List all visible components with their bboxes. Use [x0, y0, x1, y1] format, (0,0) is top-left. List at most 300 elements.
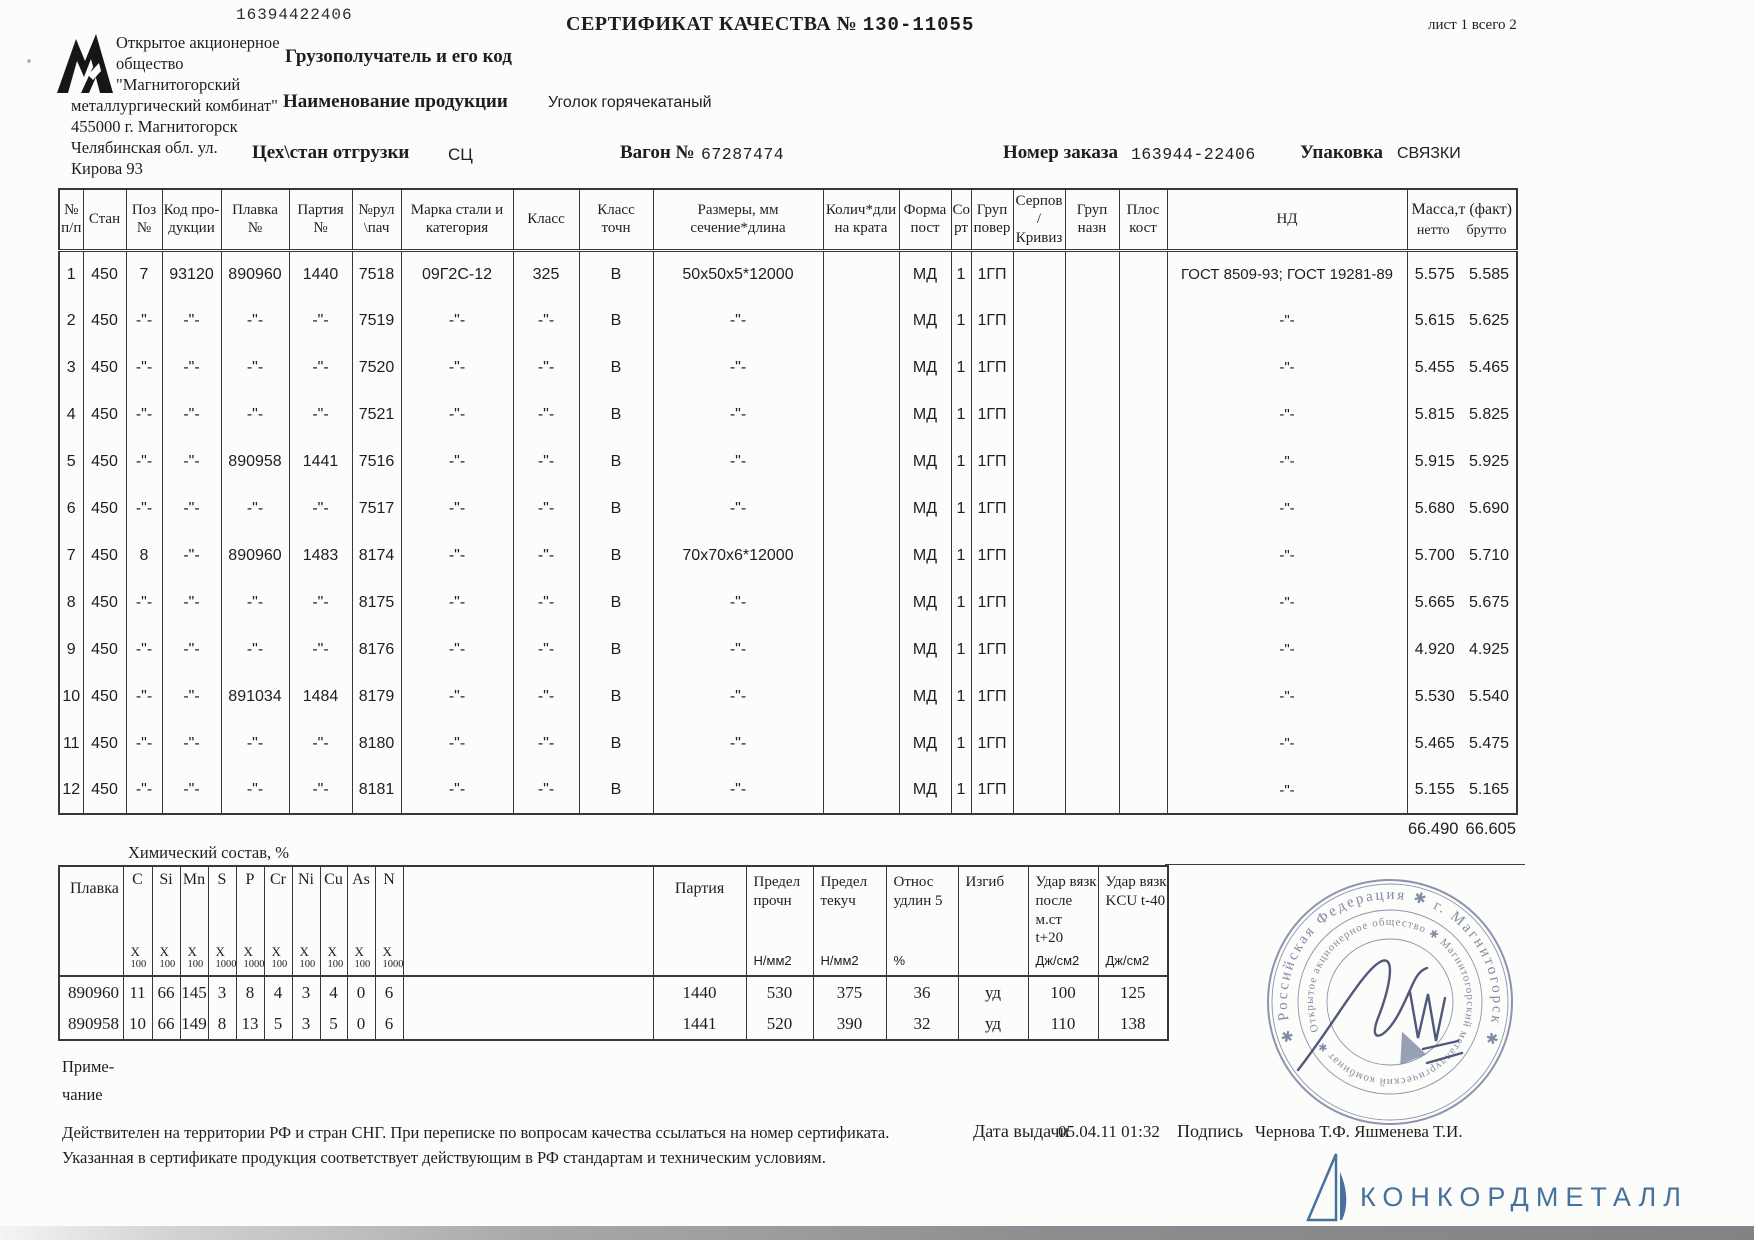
column-header: НД: [1167, 189, 1407, 250]
cell: 1ГП: [971, 344, 1013, 391]
cell: -"-: [126, 485, 162, 532]
cell: [823, 391, 899, 438]
cell: 5.925: [1462, 438, 1517, 485]
cell: -"-: [401, 438, 513, 485]
cell: -"-: [653, 297, 823, 344]
cell: [1065, 250, 1119, 297]
cell: 1: [951, 720, 971, 767]
cell: [1013, 250, 1065, 297]
cell: -"-: [126, 438, 162, 485]
column-header: Mn X 100: [180, 866, 208, 976]
cell: [1065, 391, 1119, 438]
cell: 5.575: [1407, 250, 1462, 297]
cell: В: [579, 579, 653, 626]
cell: -"-: [162, 673, 221, 720]
cell: 50x50x5*12000: [653, 250, 823, 297]
cell: 8: [59, 579, 83, 626]
cell: В: [579, 485, 653, 532]
signature-label: Подпись: [1177, 1121, 1244, 1141]
cell: [1065, 626, 1119, 673]
wagon-label: Вагон №: [620, 142, 695, 163]
products-table: [58, 188, 1518, 815]
cell: 1441: [289, 438, 352, 485]
cell: [1013, 438, 1065, 485]
product-row: [59, 485, 1517, 532]
cell: [1013, 344, 1065, 391]
cell: 3: [59, 344, 83, 391]
cell: МД: [899, 532, 951, 579]
cell: [823, 250, 899, 297]
product-row: [59, 626, 1517, 673]
cell: [1065, 673, 1119, 720]
cell: 450: [83, 438, 126, 485]
cell: [823, 438, 899, 485]
cell: МД: [899, 344, 951, 391]
cell: 1ГП: [971, 767, 1013, 814]
cell: 1483: [289, 532, 352, 579]
cell: -"-: [289, 720, 352, 767]
cell: 5.455: [1407, 344, 1462, 391]
column-header: Груп повер: [971, 189, 1013, 250]
cell: -"-: [1167, 391, 1407, 438]
cell: -"-: [221, 391, 289, 438]
column-header: Со рт: [951, 189, 971, 250]
cell: [1065, 344, 1119, 391]
cell: -"-: [162, 579, 221, 626]
cell: -"-: [126, 344, 162, 391]
column-header: Масса,т (факт) нетто брутто: [1407, 189, 1517, 250]
shipping-shop-label: Цех\стан отгрузки: [252, 142, 410, 163]
cell: 891034: [221, 673, 289, 720]
cell: 8: [236, 976, 264, 1008]
cell: В: [579, 767, 653, 814]
cell: 7: [59, 532, 83, 579]
cell: -"-: [653, 767, 823, 814]
cell: 5.915: [1407, 438, 1462, 485]
cell: -"-: [1167, 579, 1407, 626]
cell: 530: [746, 976, 813, 1008]
cell: -"-: [513, 720, 579, 767]
cell: -"-: [221, 767, 289, 814]
cell: -"-: [162, 485, 221, 532]
cell: [823, 673, 899, 720]
cell: 7520: [352, 344, 401, 391]
packing-label: Упаковка: [1300, 142, 1383, 163]
column-header: Стан: [83, 189, 126, 250]
product-name-label: Наименование продукции: [283, 91, 508, 112]
cell: 520: [746, 1008, 813, 1040]
cell: 3: [208, 976, 236, 1008]
cell: МД: [899, 767, 951, 814]
cell: 8: [208, 1008, 236, 1040]
cell: 10: [59, 673, 83, 720]
cell: 450: [83, 297, 126, 344]
cell: В: [579, 532, 653, 579]
cell: 125: [1098, 976, 1168, 1008]
cell: 8175: [352, 579, 401, 626]
column-header: Колич*дли на крата: [823, 189, 899, 250]
cell: 5: [320, 1008, 347, 1040]
cell: 5.165: [1462, 767, 1517, 814]
cell: [403, 976, 653, 1008]
cell: -"-: [162, 626, 221, 673]
column-header: Партия: [653, 866, 746, 976]
cell: -"-: [289, 626, 352, 673]
cell: 5: [264, 1008, 292, 1040]
column-header: Поз №: [126, 189, 162, 250]
mass-totals: [1408, 820, 1516, 839]
cell: 8174: [352, 532, 401, 579]
cell: -"-: [162, 297, 221, 344]
cell: -"-: [401, 579, 513, 626]
cell: 7: [126, 250, 162, 297]
cell: -"-: [1167, 344, 1407, 391]
concord-logo: [1296, 1146, 1352, 1224]
cell: МД: [899, 438, 951, 485]
cell: -"-: [1167, 438, 1407, 485]
cell: -"-: [401, 720, 513, 767]
company-name: Открытое акционерное общество "Магнитогорский: [116, 33, 280, 94]
cell: [823, 579, 899, 626]
cell: [1119, 767, 1167, 814]
cell: [1119, 673, 1167, 720]
cell: 890960: [221, 250, 289, 297]
cell: 450: [83, 485, 126, 532]
cell: -"-: [653, 391, 823, 438]
cell: 5.625: [1462, 297, 1517, 344]
order-number-value: 163944-22406: [1131, 145, 1256, 164]
column-header: Класс: [513, 189, 579, 250]
cell: -"-: [1167, 626, 1407, 673]
cell: 4.920: [1407, 626, 1462, 673]
cell: -"-: [162, 391, 221, 438]
cell: 1ГП: [971, 673, 1013, 720]
cell: 450: [83, 579, 126, 626]
product-row: [59, 532, 1517, 579]
cell: 138: [1098, 1008, 1168, 1040]
column-header: Относ удлин 5 %: [886, 866, 958, 976]
cell: 8179: [352, 673, 401, 720]
cell: В: [579, 250, 653, 297]
cell: 1ГП: [971, 532, 1013, 579]
cell: [1013, 626, 1065, 673]
cell: [823, 767, 899, 814]
cell: -"-: [1167, 532, 1407, 579]
cell: [1065, 438, 1119, 485]
cell: 890960: [221, 532, 289, 579]
cell: [1065, 297, 1119, 344]
mass-subheader: брутто: [1466, 223, 1507, 239]
cell: -"-: [513, 626, 579, 673]
cell: 375: [813, 976, 886, 1008]
certificate-number: 130-11055: [862, 14, 975, 36]
cell: [1013, 673, 1065, 720]
cell: -"-: [162, 344, 221, 391]
cell: -"-: [221, 485, 289, 532]
cell: МД: [899, 579, 951, 626]
cell: [823, 485, 899, 532]
cell: [823, 720, 899, 767]
cell: -"-: [289, 485, 352, 532]
cell: [1119, 485, 1167, 532]
cell: 1: [951, 297, 971, 344]
title-label: СЕРТИФИКАТ КАЧЕСТВА №: [566, 13, 858, 35]
cell: -"-: [513, 485, 579, 532]
chem-section-title: Химический состав, %: [128, 843, 290, 862]
cell: -"-: [401, 344, 513, 391]
cell: -"-: [653, 579, 823, 626]
cell: 0: [347, 976, 375, 1008]
cell: 4: [320, 976, 347, 1008]
cell: [1013, 391, 1065, 438]
column-header: Удар вязк KCU t-40 Дж/см2: [1098, 866, 1168, 976]
cell: 9: [59, 626, 83, 673]
column-header: Предел прочн Н/мм2: [746, 866, 813, 976]
cell: -"-: [126, 297, 162, 344]
cell: 6: [375, 1008, 403, 1040]
cell: 1: [951, 579, 971, 626]
cell: [823, 532, 899, 579]
cell: [1013, 485, 1065, 532]
cell: -"-: [653, 344, 823, 391]
cell: [1119, 344, 1167, 391]
issue-date-value: 05.04.11 01:32: [1058, 1122, 1160, 1141]
order-number-label: Номер заказа: [1003, 142, 1119, 163]
cell: 5.155: [1407, 767, 1462, 814]
cell: -"-: [653, 485, 823, 532]
cell: 1ГП: [971, 391, 1013, 438]
cell: 450: [83, 626, 126, 673]
cell: 1: [951, 626, 971, 673]
cell: 1ГП: [971, 579, 1013, 626]
mass-total-brutto: 66.605: [1465, 820, 1516, 838]
cell: 1ГП: [971, 438, 1013, 485]
cell: 66: [152, 976, 180, 1008]
header-row: [59, 866, 1168, 976]
mmk-logo: [55, 33, 115, 95]
cell: 8: [126, 532, 162, 579]
cell: 5.615: [1407, 297, 1462, 344]
cell: -"-: [221, 579, 289, 626]
cell: 5.665: [1407, 579, 1462, 626]
cell: 450: [83, 532, 126, 579]
cell: 11: [123, 976, 152, 1008]
cell: 1441: [653, 1008, 746, 1040]
cell: [823, 297, 899, 344]
product-row: [59, 673, 1517, 720]
column-header: Изгиб: [958, 866, 1028, 976]
cell: -"-: [126, 767, 162, 814]
cell: -"-: [653, 720, 823, 767]
cell: 5.710: [1462, 532, 1517, 579]
cell: -"-: [401, 626, 513, 673]
product-row: [59, 391, 1517, 438]
column-header: Размеры, мм сечение*длина: [653, 189, 823, 250]
cell: [403, 1008, 653, 1040]
column-header: Удар вязк после м.ст t+20 Дж/см2: [1028, 866, 1098, 976]
cell: -"-: [1167, 297, 1407, 344]
cell: 145: [180, 976, 208, 1008]
page-title: [566, 13, 974, 36]
cell: 1: [951, 485, 971, 532]
cell: -"-: [513, 767, 579, 814]
cell: 13: [236, 1008, 264, 1040]
column-header: Si X 100: [152, 866, 180, 976]
product-row: [59, 250, 1517, 297]
cell: [823, 626, 899, 673]
cell: 1440: [653, 976, 746, 1008]
cell: [1119, 297, 1167, 344]
cell: [1065, 579, 1119, 626]
column-header: Серпов /Кривиз: [1013, 189, 1065, 250]
column-header: S X 1000: [208, 866, 236, 976]
cell: 890960: [59, 976, 123, 1008]
cell: 1: [951, 767, 971, 814]
cell: МД: [899, 297, 951, 344]
cell: 1ГП: [971, 297, 1013, 344]
cell: В: [579, 297, 653, 344]
cell: 1ГП: [971, 720, 1013, 767]
cell: 0: [347, 1008, 375, 1040]
cell: -"-: [162, 720, 221, 767]
cell: 5: [59, 438, 83, 485]
company-address: металлургический комбинат" 455000 г. Магнитогорск Челябинская обл. ул. Кирова 93: [71, 96, 278, 178]
cell: -"-: [162, 767, 221, 814]
cell: [1119, 579, 1167, 626]
cell: -"-: [513, 438, 579, 485]
cell: 5.585: [1462, 250, 1517, 297]
cell: 7517: [352, 485, 401, 532]
cell: -"-: [126, 673, 162, 720]
cell: -"-: [513, 344, 579, 391]
cell: [1065, 532, 1119, 579]
cell: 1ГП: [971, 250, 1013, 297]
cell: 4: [59, 391, 83, 438]
cell: 1440: [289, 250, 352, 297]
column-header: Cr X 100: [264, 866, 292, 976]
column-header: Партия №: [289, 189, 352, 250]
cell: 1: [951, 391, 971, 438]
cell: 5.540: [1462, 673, 1517, 720]
cell: 450: [83, 250, 126, 297]
cell: В: [579, 391, 653, 438]
cell: 1: [951, 344, 971, 391]
cell: 8181: [352, 767, 401, 814]
column-header: Марка стали и категория: [401, 189, 513, 250]
cell: 1: [951, 250, 971, 297]
cell: [1119, 438, 1167, 485]
cell: 4.925: [1462, 626, 1517, 673]
cell: [1119, 626, 1167, 673]
cell: -"-: [513, 673, 579, 720]
cell: 890958: [221, 438, 289, 485]
cell: 5.475: [1462, 720, 1517, 767]
validity-text-line1: Действителен на территории РФ и стран СНГ. При переписке по вопросам качества ссылаться на номер сертификата.: [62, 1123, 890, 1142]
chem-row: [59, 976, 1168, 1008]
cell: В: [579, 438, 653, 485]
cell: -"-: [653, 673, 823, 720]
cell: -"-: [401, 532, 513, 579]
cell: 450: [83, 720, 126, 767]
cell: В: [579, 673, 653, 720]
cell: 450: [83, 767, 126, 814]
cell: -"-: [289, 579, 352, 626]
column-header: Cu X 100: [320, 866, 347, 976]
cell: [1119, 720, 1167, 767]
doc-number: 16394422406: [236, 6, 353, 24]
cell: -"-: [401, 485, 513, 532]
product-row: [59, 344, 1517, 391]
validity-text: [62, 1120, 892, 1170]
cell: [1013, 579, 1065, 626]
cell: [1013, 532, 1065, 579]
mass-total-netto: 66.490: [1408, 820, 1459, 838]
cell: 3: [292, 976, 320, 1008]
cell: уд: [958, 1008, 1028, 1040]
cell: -"-: [289, 344, 352, 391]
column-header: № п/п: [59, 189, 83, 250]
cell: 93120: [162, 250, 221, 297]
cell: [1119, 532, 1167, 579]
cell: -"-: [401, 767, 513, 814]
cell: В: [579, 626, 653, 673]
issue-date-label: Дата выдачи: [973, 1121, 1070, 1141]
cell: -"-: [401, 391, 513, 438]
cell: 5.815: [1407, 391, 1462, 438]
cell: 1ГП: [971, 626, 1013, 673]
packing-value: СВЯЗКИ: [1397, 145, 1461, 162]
cell: 7519: [352, 297, 401, 344]
signature-names: Чернова Т.Ф. Яшменева Т.И.: [1255, 1122, 1463, 1141]
column-header: Плавка: [59, 866, 123, 976]
cell: 450: [83, 344, 126, 391]
header-row: [59, 189, 1517, 250]
cell: В: [579, 720, 653, 767]
cell: 450: [83, 391, 126, 438]
scan-speck: [27, 59, 31, 63]
cell: 149: [180, 1008, 208, 1040]
cell: -"-: [1167, 485, 1407, 532]
cell: [1119, 391, 1167, 438]
column-header: As X 100: [347, 866, 375, 976]
column-header: P X 1000: [236, 866, 264, 976]
cell: -"-: [653, 626, 823, 673]
cell: -"-: [401, 297, 513, 344]
cell: -"-: [513, 391, 579, 438]
cell: 2: [59, 297, 83, 344]
cell: 5.680: [1407, 485, 1462, 532]
cell: -"-: [126, 626, 162, 673]
product-row: [59, 767, 1517, 814]
product-row: [59, 720, 1517, 767]
consignee-label: Грузополучатель и его код: [285, 46, 512, 67]
cell: МД: [899, 626, 951, 673]
column-header: Плавка №: [221, 189, 289, 250]
cell: -"-: [513, 532, 579, 579]
cell: [823, 344, 899, 391]
cell: -"-: [162, 532, 221, 579]
shipping-shop-value: СЦ: [448, 145, 473, 164]
cell: 1ГП: [971, 485, 1013, 532]
cell: 450: [83, 673, 126, 720]
cell: МД: [899, 485, 951, 532]
column-header: Код про- дукции: [162, 189, 221, 250]
cell: -"-: [221, 344, 289, 391]
column-header: C X 100: [123, 866, 152, 976]
cell: -"-: [126, 391, 162, 438]
cell: 5.825: [1462, 391, 1517, 438]
cell: -"-: [1167, 720, 1407, 767]
